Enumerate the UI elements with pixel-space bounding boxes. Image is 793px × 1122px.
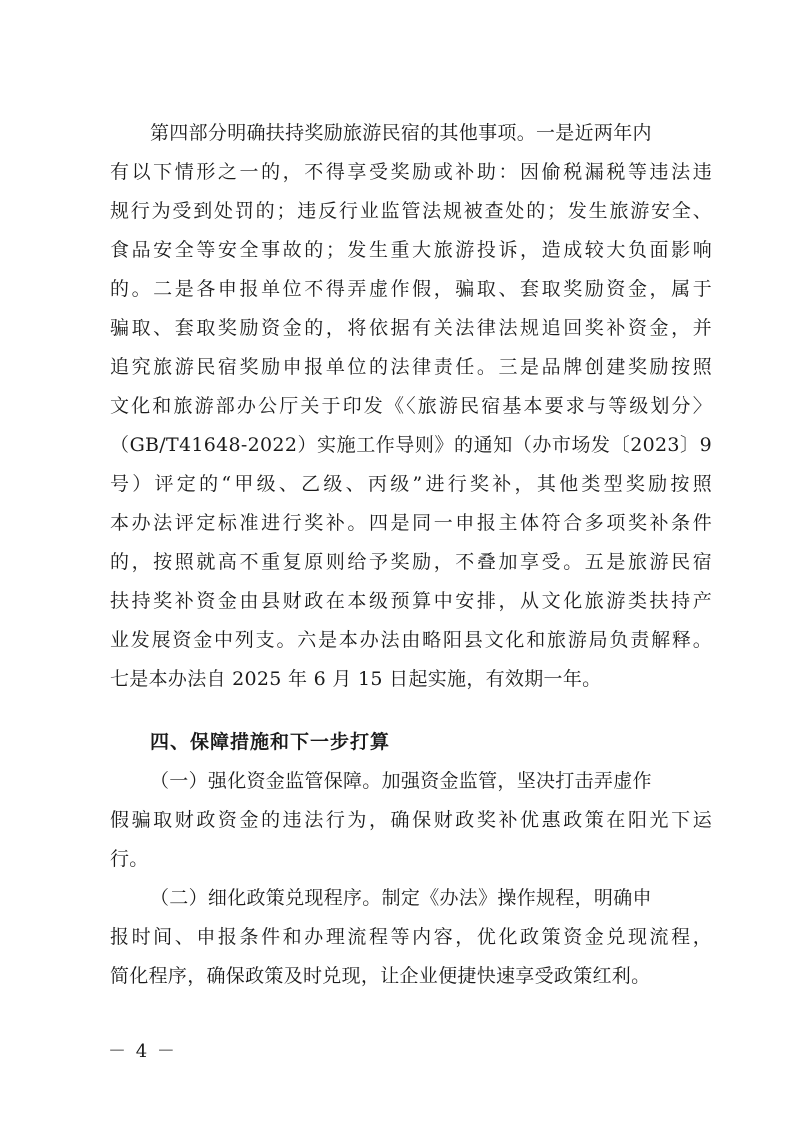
subsection-1-line-1: （一）强化资金监管保障。加强资金监管，坚决打击弄虚作 <box>150 770 652 792</box>
section-heading: 四、保障措施和下一步打算 <box>150 731 391 753</box>
paragraph-line-13: 扶持奖补资金由县财政在本级预算中安排，从文化旅游类扶持产 <box>110 590 712 612</box>
paragraph-line-4: 食品安全等安全事故的；发生重大旅游投诉，造成较大负面影响 <box>110 239 712 261</box>
paragraph-line-6: 骗取、套取奖励资金的，将依据有关法律法规追回奖补资金，并 <box>110 317 712 339</box>
subsection-2-line-3: 简化程序，确保政策及时兑现，让企业便捷快速享受政策红利。 <box>110 965 651 987</box>
paragraph-line-11: 本办法评定标准进行奖补。四是同一申报主体符合多项奖补条件 <box>110 512 712 534</box>
paragraph-line-15: 七是本办法自 2025 年 6 月 15 日起实施，有效期一年。 <box>110 668 602 690</box>
subsection-2-line-1: （二）细化政策兑现程序。制定《办法》操作规程，明确申 <box>150 887 652 909</box>
subsection-2-line-2: 报时间、申报条件和办理流程等内容，优化政策资金兑现流程， <box>110 926 712 948</box>
subsection-1-line-3: 行。 <box>110 848 149 870</box>
paragraph-line-10: 号）评定的“甲级、乙级、丙级”进行奖补，其他类型奖励按照 <box>110 473 712 495</box>
subsection-1-line-2: 假骗取财政资金的违法行为，确保财政奖补优惠政策在阳光下运 <box>110 809 712 831</box>
paragraph-line-8: 文化和旅游部办公厅关于印发《〈旅游民宿基本要求与等级划分〉 <box>110 395 712 417</box>
paragraph-line-9: （GB/T41648-2022）实施工作导则》的通知（办市场发〔2023〕9 <box>110 434 712 456</box>
page-number: － 4 － <box>108 1041 177 1062</box>
paragraph-line-3: 规行为受到处罚的；违反行业监管法规被查处的；发生旅游安全、 <box>110 200 712 222</box>
paragraph-line-7: 追究旅游民宿奖励申报单位的法律责任。三是品牌创建奖励按照 <box>110 356 712 378</box>
paragraph-line-1: 第四部分明确扶持奖励旅游民宿的其他事项。一是近两年内 <box>150 122 652 144</box>
paragraph-line-2: 有以下情形之一的，不得享受奖励或补助：因偷税漏税等违法违 <box>110 161 712 183</box>
paragraph-line-14: 业发展资金中列支。六是本办法由略阳县文化和旅游局负责解释。 <box>110 629 712 651</box>
paragraph-line-5: 的。二是各申报单位不得弄虚作假，骗取、套取奖励资金，属于 <box>110 278 712 300</box>
paragraph-line-12: 的，按照就高不重复原则给予奖励，不叠加享受。五是旅游民宿 <box>110 551 712 573</box>
